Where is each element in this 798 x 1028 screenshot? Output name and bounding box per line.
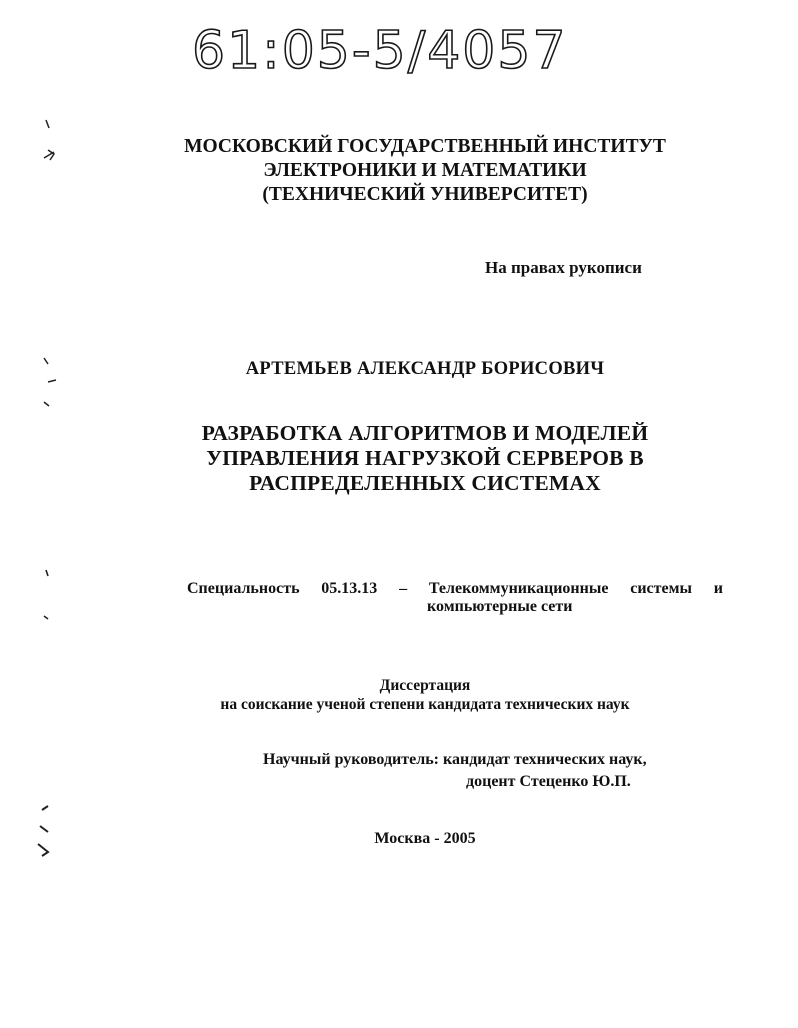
- dissertation-label: Диссертация: [379, 677, 471, 694]
- specialty-label: Специальность: [187, 580, 300, 597]
- manuscript-rights-note: На правах рукописи: [485, 258, 642, 277]
- institution-line-2: ЭЛЕКТРОНИКИ И МАТЕМАТИКИ: [263, 160, 587, 181]
- dissertation-title: [100, 421, 750, 496]
- institution-line-3: (ТЕХНИЧЕСКИЙ УНИВЕРСИТЕТ): [262, 184, 588, 205]
- city-and-year: Москва - 2005: [374, 830, 476, 847]
- author-name: АРТЕМЬЕВ АЛЕКСАНДР БОРИСОВИЧ: [245, 359, 605, 379]
- dissertation-purpose: [100, 676, 750, 714]
- supervisor-line-2: доцент Стеценко Ю.П.: [466, 773, 631, 790]
- title-line-3: РАСПРЕДЕЛЕННЫХ СИСТЕМАХ: [249, 471, 601, 495]
- scan-margin-marks: [30, 110, 70, 870]
- specialty-word-3: и: [713, 580, 723, 597]
- institution-line-1: МОСКОВСКИЙ ГОСУДАРСТВЕННЫЙ ИНСТИТУТ: [184, 136, 666, 157]
- specialty-word-2: системы: [630, 580, 692, 597]
- specialty-line: [187, 580, 723, 598]
- specialty-line-2: компьютерные сети: [427, 598, 573, 615]
- handwritten-code-text: 61:05-5/4057: [192, 21, 568, 81]
- degree-statement: на соискание ученой степени кандидата технических наук: [220, 696, 630, 713]
- specialty-dash: –: [399, 580, 408, 597]
- specialty-word-1: Телекоммуникационные: [428, 580, 609, 597]
- supervisor-line-1: Научный руководитель: кандидат технических наук,: [263, 751, 647, 768]
- title-line-1: РАЗРАБОТКА АЛГОРИТМОВ И МОДЕЛЕЙ: [201, 421, 649, 445]
- title-line-2: УПРАВЛЕНИЯ НАГРУЗКОЙ СЕРВЕРОВ В: [206, 446, 644, 470]
- handwritten-archive-code: [188, 6, 648, 96]
- institution-name: [100, 135, 750, 207]
- specialty-code: 05.13.13: [321, 580, 378, 597]
